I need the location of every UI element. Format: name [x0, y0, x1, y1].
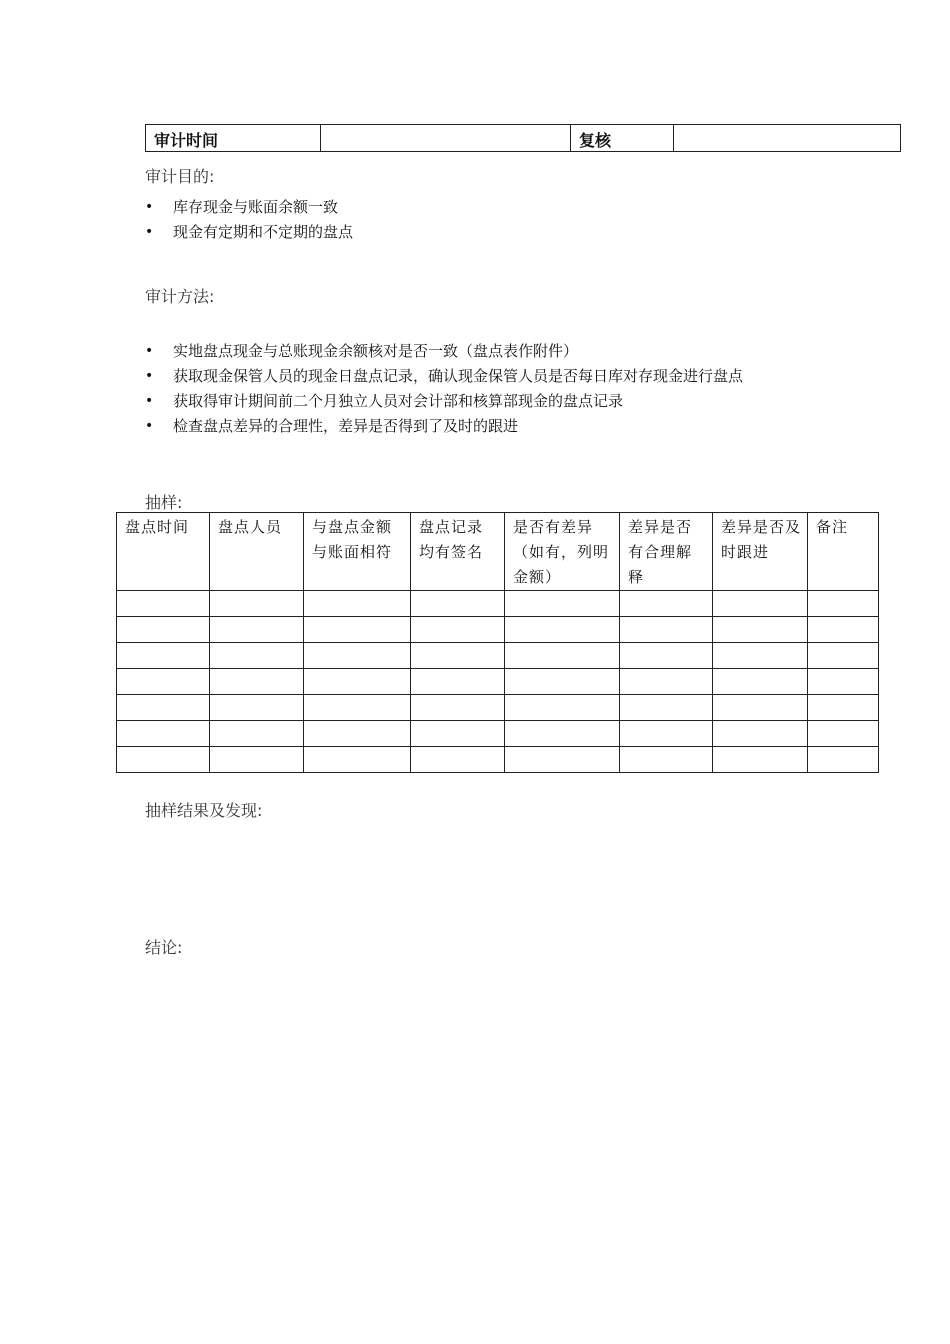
- table-cell[interactable]: [304, 643, 411, 669]
- table-cell[interactable]: [808, 747, 879, 773]
- bullet-icon: •: [145, 393, 154, 409]
- table-cell[interactable]: [713, 591, 808, 617]
- list-item: • 现金有定期和不定期的盘点: [145, 220, 845, 245]
- objective-list: [145, 195, 845, 245]
- table-row: [117, 747, 879, 773]
- table-cell[interactable]: [117, 747, 210, 773]
- column-header: 差异是否及时跟进: [713, 513, 808, 591]
- sampling-heading: 抽样:: [145, 493, 183, 512]
- table-cell[interactable]: [808, 721, 879, 747]
- table-cell[interactable]: [505, 747, 620, 773]
- table-cell[interactable]: [304, 695, 411, 721]
- objective-heading: 审计目的:: [145, 167, 215, 186]
- method-list: [145, 339, 835, 439]
- list-item: • 库存现金与账面余额一致: [145, 195, 845, 220]
- table-cell[interactable]: [713, 669, 808, 695]
- table-cell[interactable]: [411, 643, 505, 669]
- table-header-row: [117, 513, 879, 591]
- table-cell[interactable]: [620, 669, 713, 695]
- table-cell[interactable]: [620, 591, 713, 617]
- header-table: [145, 124, 901, 152]
- table-cell[interactable]: [808, 643, 879, 669]
- bullet-icon: •: [145, 199, 154, 215]
- column-header: 盘点人员: [210, 513, 304, 591]
- table-cell[interactable]: [210, 643, 304, 669]
- table-row: [117, 695, 879, 721]
- table-cell[interactable]: [117, 643, 210, 669]
- table-cell[interactable]: [304, 747, 411, 773]
- table-row: [117, 591, 879, 617]
- list-item: • 实地盘点现金与总账现金余额核对是否一致（盘点表作附件）: [145, 339, 835, 364]
- results-heading: 抽样结果及发现:: [145, 801, 263, 820]
- table-row: [117, 617, 879, 643]
- table-cell[interactable]: [713, 695, 808, 721]
- table-cell[interactable]: [304, 669, 411, 695]
- table-cell[interactable]: [117, 617, 210, 643]
- table-cell[interactable]: [713, 747, 808, 773]
- table-cell[interactable]: [620, 747, 713, 773]
- table-cell[interactable]: [304, 617, 411, 643]
- sampling-table: [116, 512, 879, 773]
- bullet-icon: •: [145, 343, 154, 359]
- table-cell[interactable]: [505, 721, 620, 747]
- table-cell[interactable]: [210, 591, 304, 617]
- table-cell[interactable]: [304, 591, 411, 617]
- audit-time-field[interactable]: [321, 125, 571, 152]
- bullet-icon: •: [145, 224, 154, 240]
- table-cell[interactable]: [210, 669, 304, 695]
- review-field[interactable]: [674, 125, 901, 152]
- table-cell[interactable]: [505, 669, 620, 695]
- table-row: [117, 721, 879, 747]
- table-cell[interactable]: [713, 643, 808, 669]
- table-cell[interactable]: [210, 721, 304, 747]
- table-cell[interactable]: [713, 617, 808, 643]
- table-cell[interactable]: [620, 617, 713, 643]
- column-header: 与盘点金额与账面相符: [304, 513, 411, 591]
- list-item: • 检查盘点差异的合理性，差异是否得到了及时的跟进: [145, 414, 835, 439]
- bullet-icon: •: [145, 368, 154, 384]
- table-cell[interactable]: [411, 591, 505, 617]
- table-cell[interactable]: [505, 591, 620, 617]
- conclusion-heading: 结论:: [145, 938, 183, 957]
- method-heading: 审计方法:: [145, 287, 215, 306]
- list-item: • 获取现金保管人员的现金日盘点记录，确认现金保管人员是否每日库对存现金进行盘点: [145, 364, 835, 389]
- list-item: • 获取得审计期间前二个月独立人员对会计部和核算部现金的盘点记录: [145, 389, 835, 414]
- table-cell[interactable]: [117, 669, 210, 695]
- table-cell[interactable]: [620, 643, 713, 669]
- table-cell[interactable]: [411, 669, 505, 695]
- table-cell[interactable]: [411, 695, 505, 721]
- table-cell[interactable]: [505, 643, 620, 669]
- column-header: 差异是否有合理解释: [620, 513, 713, 591]
- table-cell[interactable]: [210, 617, 304, 643]
- review-label: 复核: [571, 125, 674, 152]
- table-cell[interactable]: [620, 721, 713, 747]
- audit-time-label: 审计时间: [146, 125, 321, 152]
- table-cell[interactable]: [117, 695, 210, 721]
- column-header: 是否有差异（如有，列明金额）: [505, 513, 620, 591]
- table-cell[interactable]: [808, 591, 879, 617]
- table-row: [117, 643, 879, 669]
- table-cell[interactable]: [304, 721, 411, 747]
- table-cell[interactable]: [808, 695, 879, 721]
- table-cell[interactable]: [505, 695, 620, 721]
- table-cell[interactable]: [117, 591, 210, 617]
- table-cell[interactable]: [808, 669, 879, 695]
- table-cell[interactable]: [808, 617, 879, 643]
- table-cell[interactable]: [505, 617, 620, 643]
- table-cell[interactable]: [620, 695, 713, 721]
- table-cell[interactable]: [210, 695, 304, 721]
- bullet-icon: •: [145, 418, 154, 434]
- table-row: [117, 669, 879, 695]
- column-header: 盘点记录均有签名: [411, 513, 505, 591]
- table-cell[interactable]: [411, 747, 505, 773]
- table-cell[interactable]: [713, 721, 808, 747]
- column-header: 盘点时间: [117, 513, 210, 591]
- table-cell[interactable]: [210, 747, 304, 773]
- table-cell[interactable]: [411, 721, 505, 747]
- table-cell[interactable]: [117, 721, 210, 747]
- table-cell[interactable]: [411, 617, 505, 643]
- column-header: 备注: [808, 513, 879, 591]
